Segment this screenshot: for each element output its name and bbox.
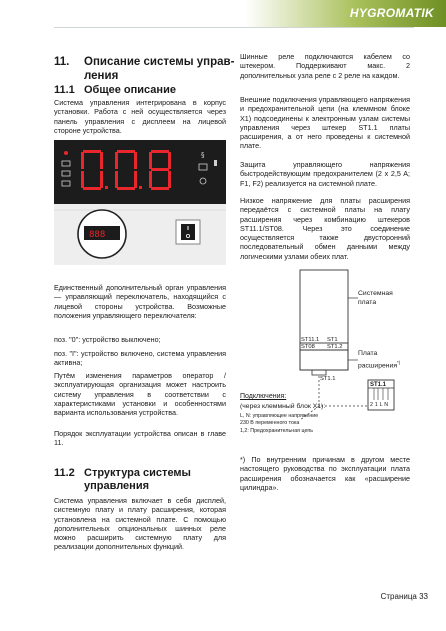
label-system-board-l1: Системная [358, 290, 393, 297]
label-system-board [358, 290, 418, 307]
intro-paragraph: Система управления интегрирована в корпус установки. Работа с ней осуществляется через панель управления с дисплеем на лицевой стороне устройства. [54, 98, 226, 135]
paragraph-low-voltage: Низкое напряжение для платы расширения передаётся с системной платы на плату расширения через комбинацию штекеров ST11.1/ST08. Через это соединение осуществляется также двусторонний последовательный обмен данными между логическими узлами обеих плат. [240, 196, 410, 261]
paragraph-relays: Шинные реле подключаются кабелем со штекером. Поддерживают макс. 2 дополнительных узла реле с 2 реле на каждом. [240, 52, 410, 80]
label-st111: ST11.1 [301, 337, 320, 343]
paragraph-pos-0: поз. "0": устройство выключено; [54, 335, 161, 344]
system-board-outline [300, 270, 348, 370]
display-panel [54, 140, 226, 204]
control-panel-figure [54, 140, 226, 265]
paragraph-parameters: Путём изменения параметров оператор / эксплуатирующая организация может настроить систему управления в соответствии с характеристиками установки и особенностями варианта использования устройства. [54, 371, 226, 418]
page-number: Страница 33 [380, 592, 428, 601]
section-number: 11. [54, 56, 70, 68]
label-expansion-board [358, 350, 418, 370]
label-box-st11: ST1.1 [370, 382, 387, 388]
svg-text:§: § [201, 151, 205, 159]
paragraph-fuse: Защита управляющего напряжения быстродействующим предохранителем (2 x 2,5 A; F1, F2) реализуется на системной плате. [240, 160, 410, 188]
subsection2-number: 11.2 [54, 467, 75, 479]
label-st12: ST1.2 [327, 344, 343, 350]
section-title-line1: Описание системы управ- [84, 56, 235, 68]
subsection2-title-line2: управления [84, 480, 150, 492]
subsection-number: 11.1 [54, 84, 75, 96]
paragraph-external: Внешние подключения управляющего напряжения и предохранительной цепи (на клеммном блоке X1) подсоединены к электронным узлам системы управления через штекер ST1.1 платы расширения, а от него проведены к системной плате. [240, 95, 410, 151]
label-box-terminals: 2 1 L N [370, 402, 389, 408]
label-system-board-l2: плата [358, 298, 377, 306]
label-st08: ST08 [301, 344, 315, 350]
connections-line3: 1,2: Предохранительная цепь [240, 428, 314, 434]
paragraph-structure: Система управления включает в себя дисплей, системную плату и плату расширения, которая установлена на системной плате. С помощью дополнительных опциональных шинных реле можно расширить системную плату для реализации дополнительных функций. [54, 496, 226, 552]
connections-line1: L, N: управляющее напряжение [240, 413, 319, 419]
footnote: *) По внутренним причинам в другом месте настоящего руководства по эксплуатации плата расширения обозначается как «расширение цилиндра». [240, 455, 410, 492]
label-st1: ST1 [327, 337, 338, 343]
paragraph-chapter-ref: Порядок эксплуатации устройства описан в главе 11. [54, 429, 226, 448]
subsection-title: Общее описание [84, 84, 176, 96]
svg-text:888: 888 [89, 230, 106, 240]
connections-title: Подключения: [240, 393, 287, 400]
header-divider [54, 27, 414, 28]
label-expansion-board-l1: Плата [358, 350, 378, 357]
brand-logo: HYGROMATIK [349, 6, 434, 20]
section-title-line2: ления [84, 70, 119, 82]
connections-subtitle: (через клеммный блок X1): [240, 403, 326, 410]
paragraph-switch: Единственный дополнительный орган управления — управляющий переключатель, находящийся с лицевой стороны устройства. Возможные положения управляющего переключателя: [54, 283, 226, 320]
connections-line2: 230 В переменного тока [240, 420, 300, 426]
label-expansion-board-l2: расширения*) [358, 359, 401, 369]
paragraph-pos-1: поз. "I": устройство включено, система управления активна; [54, 349, 226, 368]
subsection2-title-line1: Структура системы [84, 467, 191, 479]
label-st11: ST1.1 [320, 376, 336, 382]
